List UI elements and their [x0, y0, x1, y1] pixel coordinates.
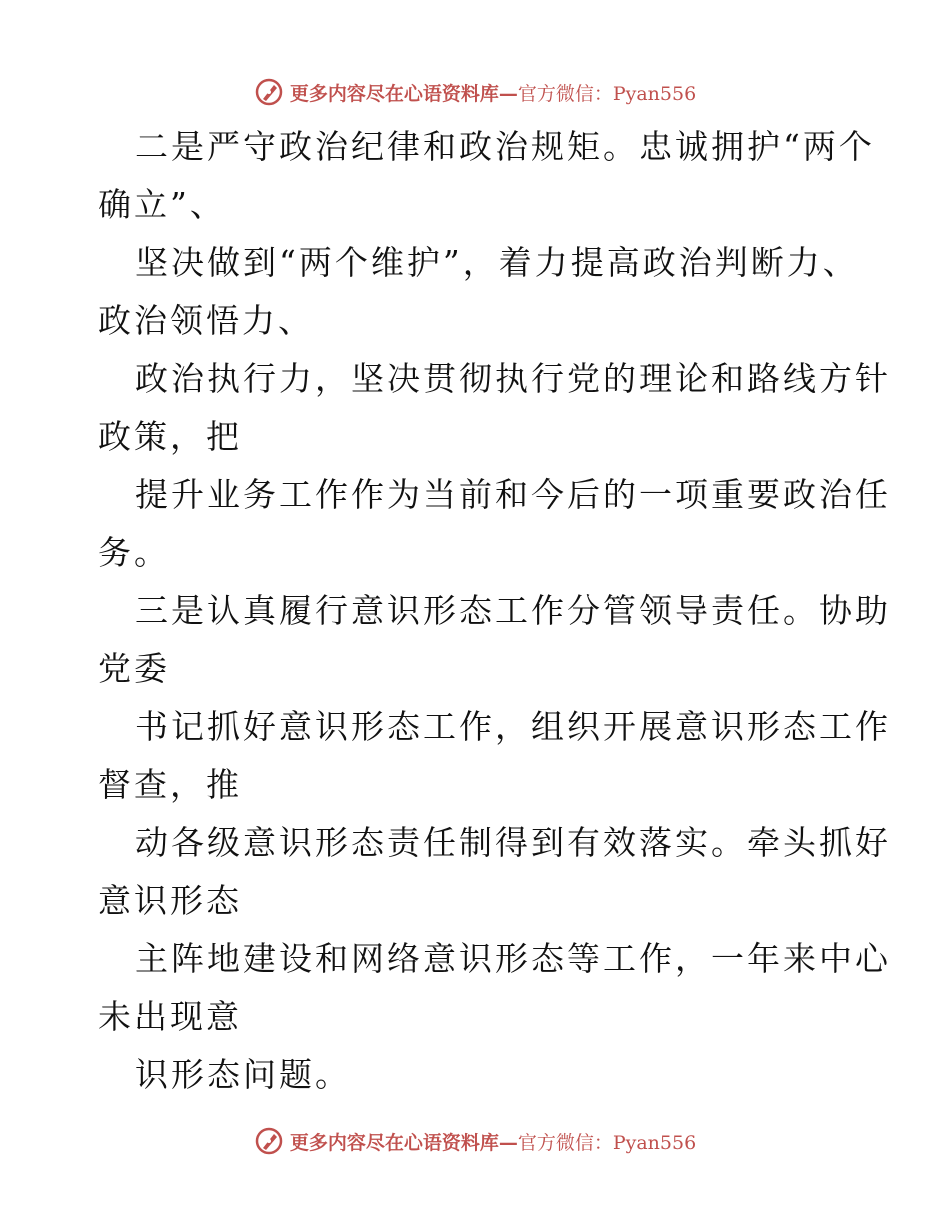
watermark-wechat-text: 官方微信：Pyan556	[517, 82, 697, 105]
pen-logo-icon	[254, 1126, 284, 1156]
pen-logo-icon	[254, 77, 284, 107]
body-line: 督查，推	[98, 765, 242, 804]
header-watermark	[0, 72, 950, 112]
document-body	[98, 118, 891, 1104]
body-line: 未出现意	[98, 997, 242, 1036]
body-line: 务。	[98, 533, 170, 572]
watermark-site-text: 更多内容尽在心语资料库	[289, 82, 499, 105]
watermark-dash: —	[498, 1131, 518, 1154]
body-line: 确立”、	[98, 185, 226, 224]
body-line: 政治执行力，坚决贯彻执行党的理论和路线方针	[135, 359, 891, 398]
body-line: 政策，把	[98, 417, 242, 456]
body-line: 二是严守政治纪律和政治规矩。忠诚拥护“两个	[135, 127, 875, 166]
body-line: 书记抓好意识形态工作，组织开展意识形态工作	[135, 707, 891, 746]
body-line: 意识形态	[98, 881, 242, 920]
footer-watermark	[0, 1121, 950, 1161]
body-line: 识形态问题。	[135, 1055, 351, 1094]
body-line: 坚决做到“两个维护”，着力提高政治判断力、	[135, 243, 859, 282]
watermark-wechat-text: 官方微信：Pyan556	[517, 1131, 697, 1154]
body-line: 政治领悟力、	[98, 301, 314, 340]
watermark-dash: —	[498, 82, 518, 105]
body-line: 主阵地建设和网络意识形态等工作，一年来中心	[135, 939, 891, 978]
watermark-site-text: 更多内容尽在心语资料库	[289, 1131, 499, 1154]
body-line: 党委	[98, 649, 170, 688]
body-line: 三是认真履行意识形态工作分管领导责任。协助	[135, 591, 891, 630]
body-line: 提升业务工作作为当前和今后的一项重要政治任	[135, 475, 891, 514]
body-line: 动各级意识形态责任制得到有效落实。牵头抓好	[135, 823, 891, 862]
